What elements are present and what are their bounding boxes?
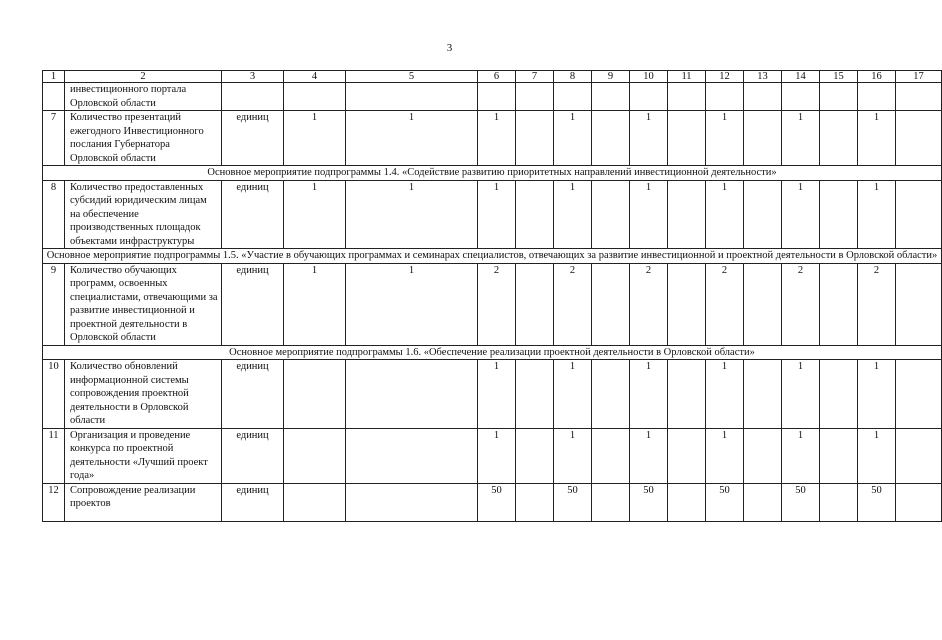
value-cell: 1: [782, 180, 820, 249]
unit-cell: единиц: [222, 180, 284, 249]
value-cell: 50: [630, 483, 668, 521]
value-cell: [896, 483, 942, 521]
value-cell: [516, 428, 554, 483]
value-cell: 1: [630, 180, 668, 249]
value-cell: [284, 483, 346, 521]
value-cell: 2: [858, 263, 896, 345]
continued-row: [43, 83, 942, 111]
value-cell: [744, 360, 782, 429]
value-cell: 1: [782, 428, 820, 483]
value-cell: [744, 83, 782, 111]
table-row: [43, 180, 942, 249]
value-cell: 1: [858, 360, 896, 429]
value-cell: [668, 483, 706, 521]
unit-cell: единиц: [222, 111, 284, 166]
column-number-cell: 2: [65, 71, 222, 83]
value-cell: [668, 83, 706, 111]
column-number-cell: 8: [554, 71, 592, 83]
value-cell: 1: [478, 428, 516, 483]
value-cell: 1: [630, 360, 668, 429]
value-cell: [668, 180, 706, 249]
value-cell: [820, 428, 858, 483]
table-row: [43, 428, 942, 483]
value-cell: [820, 83, 858, 111]
column-number-cell: 16: [858, 71, 896, 83]
column-number-header-row: [43, 71, 942, 83]
value-cell: 1: [554, 111, 592, 166]
section-header-row: [43, 166, 942, 181]
table-row: [43, 360, 942, 429]
value-cell: 1: [858, 111, 896, 166]
value-cell: [820, 483, 858, 521]
value-cell: [820, 263, 858, 345]
value-cell: [346, 83, 478, 111]
value-cell: 1: [554, 180, 592, 249]
column-number-cell: 17: [896, 71, 942, 83]
value-cell: 1: [706, 428, 744, 483]
value-cell: [668, 111, 706, 166]
value-cell: [896, 111, 942, 166]
indicator-name: Организация и проведение конкурса по проектной деятельности «Лучший проект года»: [65, 428, 222, 483]
value-cell: [516, 263, 554, 345]
value-cell: 1: [782, 360, 820, 429]
value-cell: [592, 428, 630, 483]
column-number-cell: 1: [43, 71, 65, 83]
value-cell: [820, 180, 858, 249]
indicator-name: Сопровождение реализации проектов: [65, 483, 222, 521]
value-cell: 1: [554, 360, 592, 429]
value-cell: 1: [284, 180, 346, 249]
value-cell: [284, 428, 346, 483]
value-cell: 2: [478, 263, 516, 345]
value-cell: 1: [706, 180, 744, 249]
unit-cell: единиц: [222, 483, 284, 521]
value-cell: [896, 263, 942, 345]
column-number-cell: 11: [668, 71, 706, 83]
value-cell: [346, 428, 478, 483]
column-number-cell: 7: [516, 71, 554, 83]
value-cell: [744, 263, 782, 345]
value-cell: [820, 360, 858, 429]
column-number-cell: 15: [820, 71, 858, 83]
column-number-cell: 3: [222, 71, 284, 83]
table-row: [43, 483, 942, 521]
value-cell: [592, 263, 630, 345]
column-number-cell: 13: [744, 71, 782, 83]
value-cell: [668, 360, 706, 429]
value-cell: [516, 483, 554, 521]
indicator-name: Количество обучающих программ, освоенных специалистами, отвечающими за развитие инвестиционной и проектной деятельности в Орловской области: [65, 263, 222, 345]
value-cell: [346, 483, 478, 521]
unit-cell: единиц: [222, 428, 284, 483]
unit-cell: единиц: [222, 263, 284, 345]
value-cell: [346, 360, 478, 429]
value-cell: [592, 111, 630, 166]
indicators-table: [42, 70, 942, 522]
table-row: [43, 263, 942, 345]
value-cell: 1: [346, 180, 478, 249]
column-number-cell: 10: [630, 71, 668, 83]
value-cell: [820, 111, 858, 166]
table-body: [43, 71, 942, 522]
value-cell: 1: [478, 360, 516, 429]
value-cell: [744, 180, 782, 249]
column-number-cell: 9: [592, 71, 630, 83]
value-cell: [706, 83, 744, 111]
value-cell: [896, 180, 942, 249]
value-cell: [744, 483, 782, 521]
value-cell: 2: [782, 263, 820, 345]
indicator-name: инвестиционного портала Орловской области: [65, 83, 222, 111]
value-cell: 1: [346, 263, 478, 345]
value-cell: 1: [284, 111, 346, 166]
value-cell: 1: [782, 111, 820, 166]
value-cell: 1: [346, 111, 478, 166]
value-cell: [516, 83, 554, 111]
value-cell: 50: [554, 483, 592, 521]
column-number-cell: 12: [706, 71, 744, 83]
section-title: Основное мероприятие подпрограммы 1.5. «Участие в обучающих программах и семинарах специалистов, отвечающих за развитие инвестиционной и проектной деятельности в Орловской области»: [43, 249, 942, 264]
column-number-cell: 5: [346, 71, 478, 83]
row-number: 12: [43, 483, 65, 521]
section-title: Основное мероприятие подпрограммы 1.6. «Обеспечение реализации проектной деятельности в Орловской области»: [43, 345, 942, 360]
column-number-cell: 4: [284, 71, 346, 83]
unit-cell: [222, 83, 284, 111]
value-cell: [630, 83, 668, 111]
value-cell: 1: [706, 360, 744, 429]
value-cell: [592, 360, 630, 429]
indicator-name: Количество обновлений информационной системы сопровождения проектной деятельности в Орловской области: [65, 360, 222, 429]
value-cell: [592, 483, 630, 521]
row-number: 10: [43, 360, 65, 429]
column-number-cell: 14: [782, 71, 820, 83]
table-row: [43, 111, 942, 166]
row-number: [43, 83, 65, 111]
value-cell: [668, 263, 706, 345]
value-cell: 1: [478, 180, 516, 249]
page-number: 3: [446, 42, 453, 54]
value-cell: 1: [630, 111, 668, 166]
section-header-row: [43, 249, 942, 264]
indicator-name: Количество предоставленных субсидий юридическим лицам на обеспечение производственных площадок объектами инфраструктуры: [65, 180, 222, 249]
value-cell: [516, 111, 554, 166]
value-cell: 50: [858, 483, 896, 521]
value-cell: 1: [284, 263, 346, 345]
row-number: 8: [43, 180, 65, 249]
value-cell: [668, 428, 706, 483]
value-cell: 1: [706, 111, 744, 166]
value-cell: [284, 83, 346, 111]
value-cell: [896, 360, 942, 429]
value-cell: 50: [706, 483, 744, 521]
value-cell: 2: [554, 263, 592, 345]
value-cell: [592, 180, 630, 249]
value-cell: [592, 83, 630, 111]
row-number: 11: [43, 428, 65, 483]
section-header-row: [43, 345, 942, 360]
unit-cell: единиц: [222, 360, 284, 429]
value-cell: [516, 180, 554, 249]
value-cell: [858, 83, 896, 111]
row-number: 7: [43, 111, 65, 166]
value-cell: [478, 83, 516, 111]
value-cell: 1: [630, 428, 668, 483]
value-cell: 1: [478, 111, 516, 166]
value-cell: [744, 428, 782, 483]
value-cell: [284, 360, 346, 429]
value-cell: 50: [478, 483, 516, 521]
value-cell: 2: [706, 263, 744, 345]
value-cell: 1: [858, 180, 896, 249]
value-cell: 1: [858, 428, 896, 483]
value-cell: [782, 83, 820, 111]
value-cell: 1: [554, 428, 592, 483]
value-cell: [744, 111, 782, 166]
value-cell: [554, 83, 592, 111]
value-cell: 2: [630, 263, 668, 345]
value-cell: [896, 83, 942, 111]
indicator-name: Количество презентаций ежегодного Инвестиционного послания Губернатора Орловской области: [65, 111, 222, 166]
value-cell: [896, 428, 942, 483]
value-cell: [516, 360, 554, 429]
row-number: 9: [43, 263, 65, 345]
column-number-cell: 6: [478, 71, 516, 83]
section-title: Основное мероприятие подпрограммы 1.4. «Содействие развитию приоритетных направлений инвестиционной деятельности»: [43, 166, 942, 181]
value-cell: 50: [782, 483, 820, 521]
